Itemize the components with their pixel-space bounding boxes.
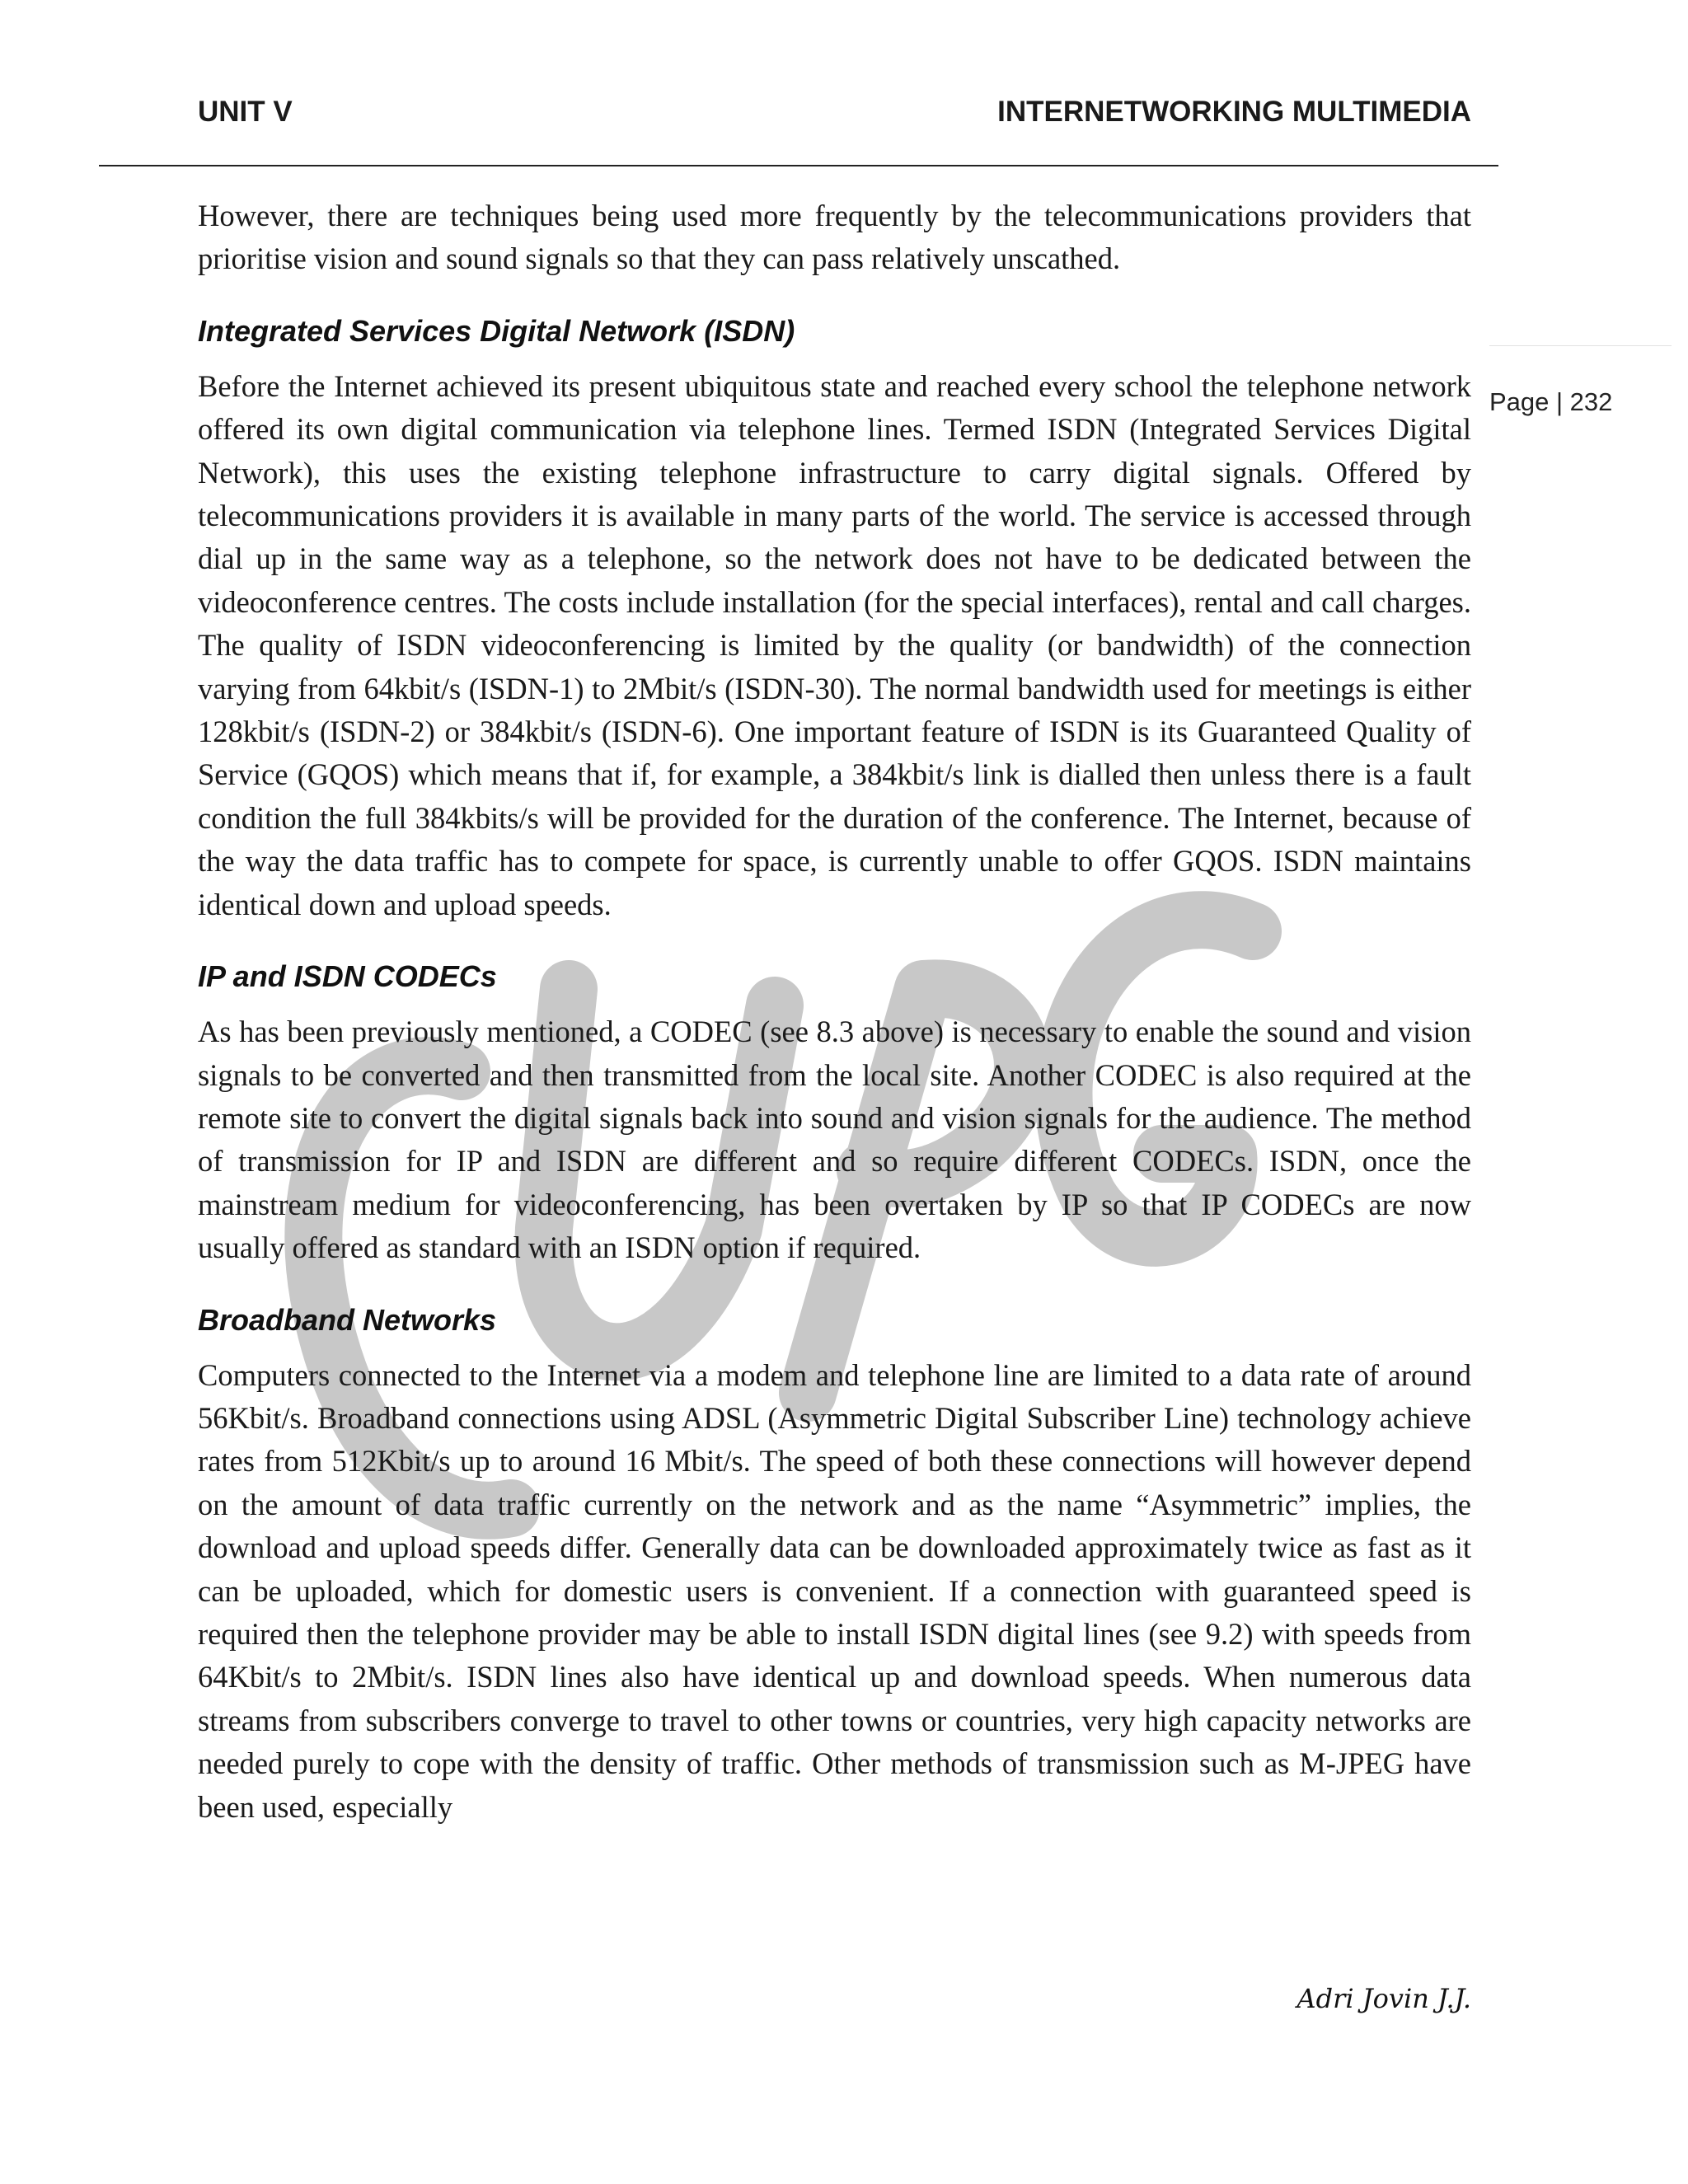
section-body-isdn: Before the Internet achieved its present ubiquitous state and reached every school the telephone network offered its own digital communication via telephone lines. Termed ISDN (Integrated Services Digital Network), this uses the existing telephone infrastructure to carry digital signals. Offered by telecommunications providers it is available in many parts of the world. The service is accessed through dial up in the same way as a telephone, so the network does not have to be dedicated between the videoconference centres. The costs include installation (for the special interfaces), rental and call charges. The quality of ISDN videoconferencing is limited by the quality (or bandwidth) of the connection varying from 64kbit/s (ISDN-1) to 2Mbit/s (ISDN-30). The normal bandwidth used for meetings is either 128kbit/s (ISDN-2) or 384kbit/s (ISDN-6). One important feature of ISDN is its Guaranteed Quality of Service (GQOS) which means that if, for example, a 384kbit/s link is dialled then unless there is a fault condition the full 384kbits/s will be provided for the duration of the conference. The Internet, because of the way the data traffic has to compete for space, is currently unable to offer GQOS. ISDN maintains identical down and upload speeds. bbox=[198, 368, 1471, 921]
chapter-title: INTERNETWORKING MULTIMEDIA bbox=[997, 96, 1471, 128]
section-body-broadband: Computers connected to the Internet via a modem and telephone line are limited to a data rate of around 56Kbit/s. Broadband connections using ADSL (Asymmetric Digital Subscriber Line) technology achieve rates from 512Kbit/s up to around 16 Mbit/s. The speed of both these connections will however depend on the amount of data traffic currently on the network and as the name “Asymmetric” implies, the download and upload speeds differ. Generally data can be downloaded approximately twice as fast as it can be uploaded, which for domestic users is convenient. If a connection with guaranteed speed is required then the telephone provider may be able to install ISDN digital lines (see 9.2) with speeds from 64Kbit/s to 2Mbit/s. ISDN lines also have identical up and download speeds. When numerous data streams from subscribers converge to travel to other towns or countries, very high capacity networks are needed purely to cope with the density of traffic. Other methods of transmission such as M-JPEG have been used, especially bbox=[198, 1357, 1471, 1824]
page-header bbox=[198, 96, 1471, 137]
section-heading-broadband: Broadband Networks bbox=[198, 1302, 497, 1337]
intro-paragraph: However, there are techniques being used more frequently by the telecommunications providers that prioritise vision and sound signals so that they can pass relatively unscathed. bbox=[198, 199, 1471, 276]
page-number: Page | 232 bbox=[1489, 387, 1613, 416]
author-signature: Adri Jovin J.J. bbox=[1296, 1983, 1471, 2014]
section-heading-codecs: IP and ISDN CODECs bbox=[198, 959, 497, 994]
page-number-divider bbox=[1489, 345, 1672, 346]
header-divider bbox=[99, 165, 1498, 166]
page-body bbox=[198, 194, 1471, 1829]
section-heading-isdn: Integrated Services Digital Network (ISDN) bbox=[198, 313, 795, 348]
unit-label: UNIT V bbox=[198, 96, 293, 128]
section-body-codecs: As has been previously mentioned, a CODEC (see 8.3 above) is necessary to enable the sound and vision signals to be converted and then transmitted from the local site. Another CODEC is also required at the remote site to convert the digital signals back into sound and vision signals for the audience. The method of transmission for IP and ISDN are different and so require different CODECs. ISDN, once the mainstream medium for videoconferencing, has been overtaken by IP so that IP CODECs are now usually offered as standard with an ISDN option if required. bbox=[198, 1015, 1471, 1265]
